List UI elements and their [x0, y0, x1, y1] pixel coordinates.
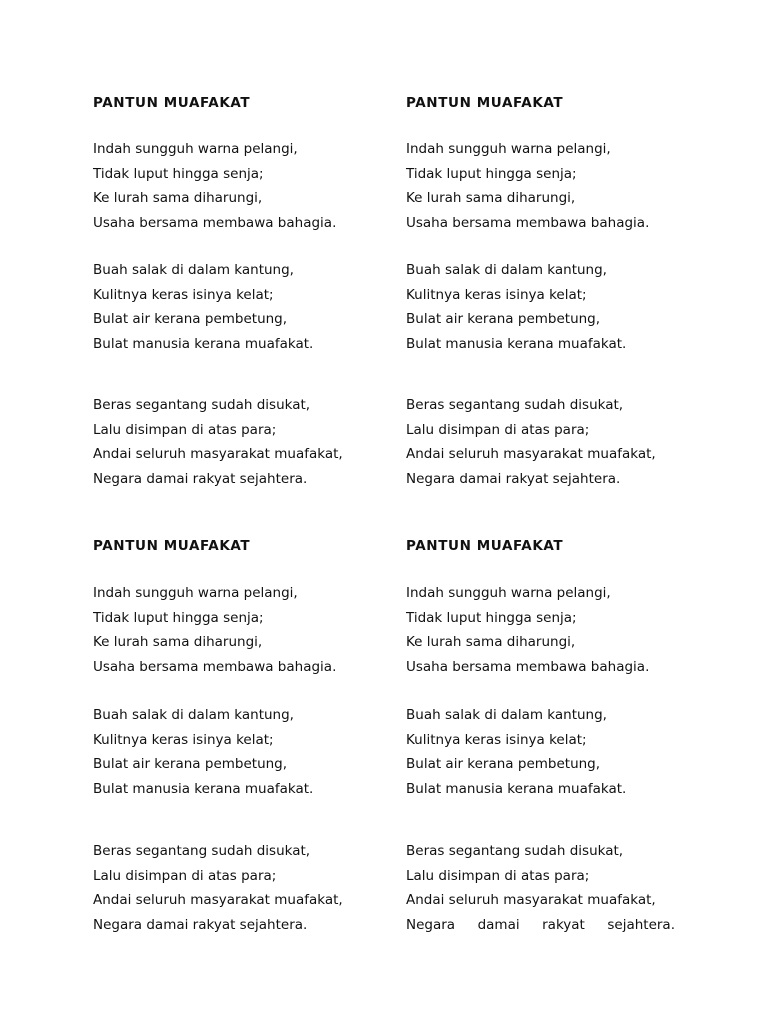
verse-line: Bulat air kerana pembetung, [93, 311, 288, 327]
stanza-1 [406, 581, 649, 679]
verse-line: Tidak luput hingga senja; [406, 165, 577, 182]
verse-line: Negara damai rakyat sejahtera. [406, 916, 675, 933]
stanza-1 [93, 581, 336, 679]
verse-line: Andai seluruh masyarakat muafakat, [406, 446, 656, 462]
verse-line: Andai seluruh masyarakat muafakat, [406, 892, 656, 908]
verse-line: Beras segantang sudah disukat, [406, 397, 624, 413]
stanza-3 [406, 393, 656, 491]
verse-line: Bulat manusia kerana muafakat. [406, 335, 627, 352]
verse-line: Bulat air kerana pembetung, [406, 311, 601, 327]
verse-line: Lalu disimpan di atas para; [406, 867, 590, 884]
verse-line: Ke lurah sama diharungi, [93, 190, 263, 206]
verse-line: Usaha bersama membawa bahagia. [93, 214, 337, 231]
verse-line: Lalu disimpan di atas para; [406, 421, 590, 438]
verse-line: Tidak luput hingga senja; [93, 165, 264, 182]
verse-line: Bulat manusia kerana muafakat. [93, 335, 314, 352]
poem-block-bottom-left [93, 538, 393, 933]
verse-line: Usaha bersama membawa bahagia. [406, 214, 650, 231]
verse-line: Indah sungguh warna pelangi, [93, 585, 298, 601]
verse-line: Beras segantang sudah disukat, [93, 397, 311, 413]
verse-line: Buah salak di dalam kantung, [93, 262, 294, 278]
stanza-3 [93, 839, 343, 937]
verse-line: Bulat manusia kerana muafakat. [93, 780, 314, 797]
stanza-2 [406, 703, 626, 801]
verse-line: Beras segantang sudah disukat, [406, 843, 624, 859]
stanza-3 [93, 393, 343, 491]
verse-line: Tidak luput hingga senja; [406, 609, 577, 626]
verse-line: Bulat manusia kerana muafakat. [406, 780, 627, 797]
stanza-2 [93, 258, 313, 356]
poem-title: PANTUN MUAFAKAT [93, 95, 251, 111]
verse-line: Kulitnya keras isinya kelat; [406, 286, 587, 303]
verse-line: Bulat air kerana pembetung, [406, 756, 601, 772]
verse-line: Tidak luput hingga senja; [93, 609, 264, 626]
verse-line: Kulitnya keras isinya kelat; [93, 731, 274, 748]
verse-line: Negara damai rakyat sejahtera. [93, 916, 308, 933]
verse-line: Bulat air kerana pembetung, [93, 756, 288, 772]
poem-block-top-left [93, 95, 393, 487]
verse-line: Ke lurah sama diharungi, [93, 634, 263, 650]
stanza-2 [93, 703, 313, 801]
stanza-3 [406, 839, 675, 937]
verse-line: Negara damai rakyat sejahtera. [406, 470, 621, 487]
verse-line: Andai seluruh masyarakat muafakat, [93, 892, 343, 908]
verse-line: Ke lurah sama diharungi, [406, 190, 576, 206]
verse-line: Indah sungguh warna pelangi, [93, 141, 298, 157]
stanza-1 [406, 137, 649, 235]
verse-line: Kulitnya keras isinya kelat; [93, 286, 274, 303]
verse-line: Lalu disimpan di atas para; [93, 867, 277, 884]
poem-title: PANTUN MUAFAKAT [406, 538, 564, 554]
stanza-1 [93, 137, 336, 235]
verse-line: Lalu disimpan di atas para; [93, 421, 277, 438]
verse-line: Kulitnya keras isinya kelat; [406, 731, 587, 748]
verse-line: Ke lurah sama diharungi, [406, 634, 576, 650]
verse-line: Beras segantang sudah disukat, [93, 843, 311, 859]
verse-line: Andai seluruh masyarakat muafakat, [93, 446, 343, 462]
verse-line: Indah sungguh warna pelangi, [406, 585, 611, 601]
verse-line: Buah salak di dalam kantung, [93, 707, 294, 723]
verse-line: Negara damai rakyat sejahtera. [93, 470, 308, 487]
verse-line: Buah salak di dalam kantung, [406, 707, 607, 723]
verse-line: Buah salak di dalam kantung, [406, 262, 607, 278]
verse-line: Usaha bersama membawa bahagia. [93, 658, 337, 675]
poem-block-top-right [406, 95, 706, 487]
poem-title: PANTUN MUAFAKAT [93, 538, 251, 554]
verse-line: Indah sungguh warna pelangi, [406, 141, 611, 157]
poem-block-bottom-right [406, 538, 706, 933]
poem-title: PANTUN MUAFAKAT [406, 95, 564, 111]
stanza-2 [406, 258, 626, 356]
verse-line: Usaha bersama membawa bahagia. [406, 658, 650, 675]
